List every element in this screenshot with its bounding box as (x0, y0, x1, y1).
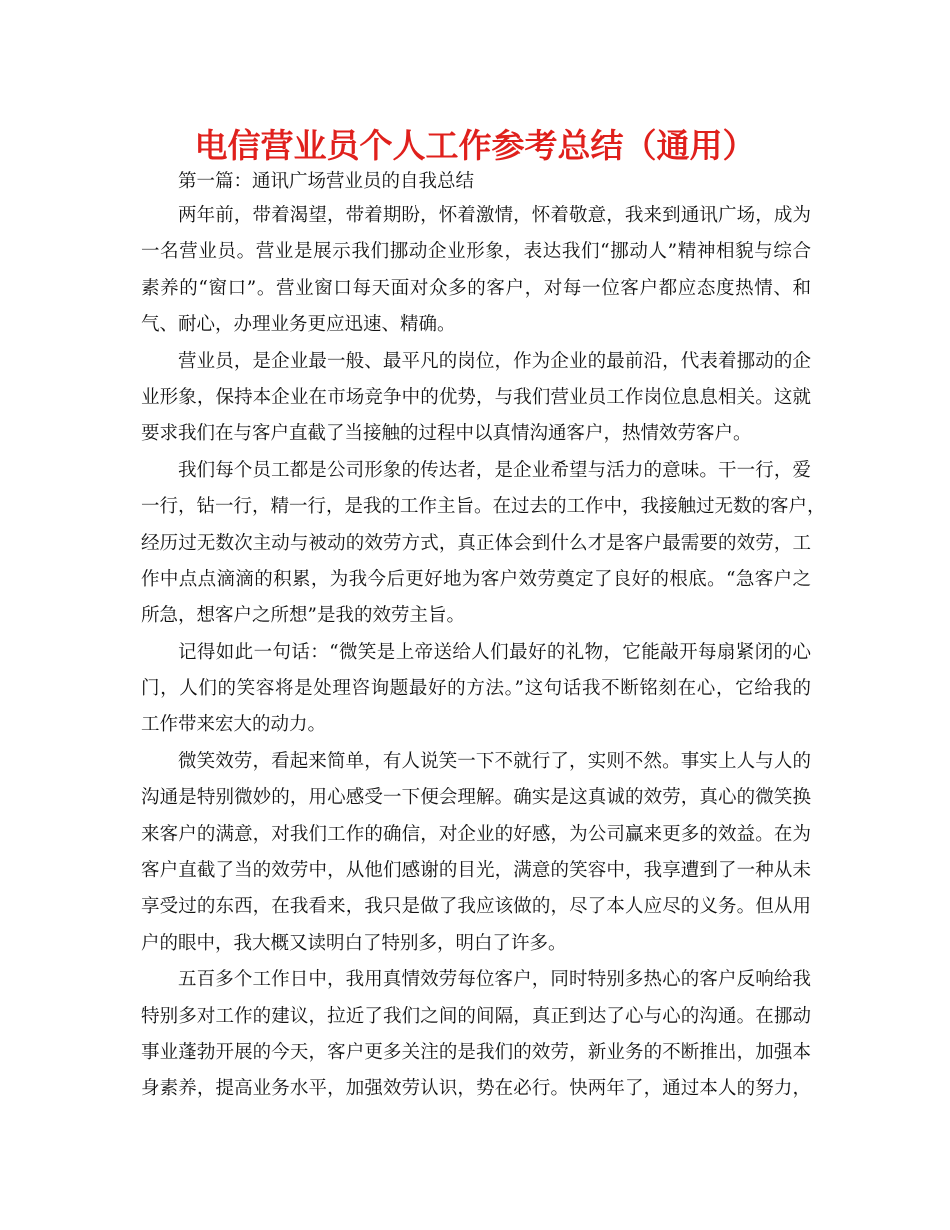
paragraph-line: 记得如此一句话：“微笑是上帝送给人们最好的礼物，它能敲开每扇紧闭的心 (178, 641, 811, 663)
paragraph-line: 要求我们在与客户直截了当接触的过程中以真情沟通客户，热情效劳客户。 (141, 423, 752, 445)
paragraph (141, 962, 811, 1108)
paragraph-line: 门，人们的笑容将是处理咨询题最好的方法。”这句话我不断铭刻在心，它给我的 (141, 678, 811, 700)
paragraph-line: 特别多对工作的建议，拉近了我们之间的间隔，真正到达了心与心的沟通。在挪动 (141, 1005, 811, 1027)
paragraph (141, 453, 826, 635)
paragraph-line: 来客户的满意，对我们工作的确信，对企业的好感，为公司赢来更多的效益。在为 (141, 823, 811, 845)
paragraph-line: 微笑效劳，看起来简单，有人说笑一下不就行了，实则不然。事实上人与人的 (178, 750, 811, 772)
paragraph-line: 五百多个工作日中，我用真情效劳每位客户，同时特别多热心的客户反响给我 (178, 969, 811, 991)
paragraph-line: 客户直截了当的效劳中，从他们感谢的目光，满意的笑容中，我享遭到了一种从未 (141, 860, 811, 882)
paragraph-line: 一名营业员。营业是展示我们挪动企业形象，表达我们“挪动人”精神相貌与综合 (141, 241, 811, 263)
paragraph-line: 享受过的东西，在我看来，我只是做了我应该做的，尽了本人应尽的义务。但从用 (141, 896, 811, 918)
paragraph (141, 344, 811, 453)
section-heading: 第一篇：通讯广场营业员的自我总结 (178, 171, 475, 192)
paragraph-line: 营业员，是企业最一般、最平凡的岗位，作为企业的最前沿，代表着挪动的企 (178, 350, 811, 372)
paragraph-line: 我们每个员工都是公司形象的传达者，是企业希望与活力的意味。干一行，爱 (178, 459, 811, 481)
paragraph-line: 两年前，带着渴望，带着期盼，怀着激情，怀着敬意，我来到通讯广场，成为 (178, 205, 811, 226)
paragraph-line: 经历过无数次主动与被动的效劳方式，真正体会到什么才是客户最需要的效劳，工 (141, 532, 811, 554)
paragraph (141, 635, 811, 744)
paragraph-line: 工作带来宏大的动力。 (141, 714, 327, 736)
paragraph-line: 一行，钻一行，精一行，是我的工作主旨。在过去的工作中，我接触过无数的客户， (141, 496, 826, 518)
paragraph-line: 所急，想客户之所想”是我的效劳主旨。 (141, 605, 465, 627)
document-title: 电信营业员个人工作参考总结（通用） (194, 126, 756, 165)
paragraph-line: 业形象，保持本企业在市场竞争中的优势，与我们营业员工作岗位息息相关。这就 (141, 386, 811, 408)
document-body (141, 198, 826, 1108)
paragraph (141, 744, 811, 962)
paragraph (141, 198, 811, 344)
paragraph-line: 户的眼中，我大概又读明白了特别多，明白了许多。 (141, 932, 567, 954)
paragraph-line: 身素养，提高业务水平，加强效劳认识，势在必行。快两年了，通过本人的努力， (141, 1078, 811, 1100)
paragraph-line: 素养的“窗口”。营业窗口每天面对众多的客户，对每一位客户都应态度热情、和 (141, 277, 811, 299)
paragraph-line: 作中点点滴滴的积累，为我今后更好地为客户效劳奠定了良好的根底。“急客户之 (141, 568, 811, 590)
paragraph-line: 沟通是特别微妙的，用心感受一下便会理解。确实是这真诚的效劳，真心的微笑换 (141, 787, 811, 809)
paragraph-line: 事业蓬勃开展的今天，客户更多关注的是我们的效劳，新业务的不断推出，加强本 (141, 1041, 811, 1063)
paragraph-line: 气、耐心，办理业务更应迅速、精确。 (141, 314, 456, 336)
